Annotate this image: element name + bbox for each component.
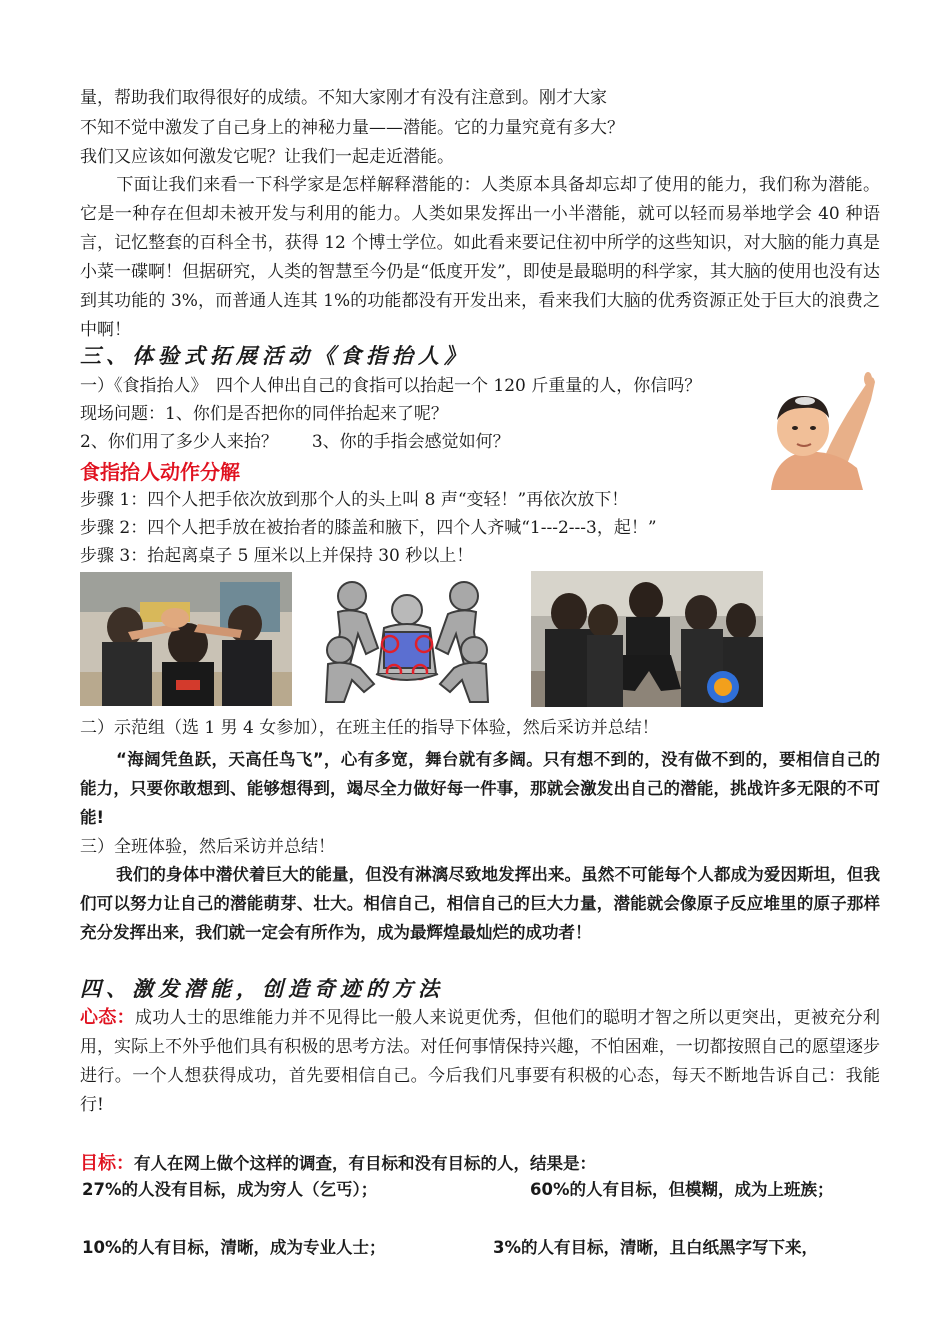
class-summary-text: 我们的身体中潜伏着巨大的能量，但没有淋漓尽致地发挥出来。虽然不可能每个人都成为爱因斯坦，但我们可以努力让自己的潜能萌芽、壮大。相信自己，相信自己的巨大力量，潜能就会像原子反应堆里的原子那样充分发挥出来，我们就一定会有所作为，成为最辉煌最灿烂的成功者！ [80,865,880,942]
science-paragraph [80,171,880,345]
goal-text: 有人在网上做个这样的调查，有目标和没有目标的人，结果是： [134,1154,596,1173]
section-3-heading: 三、体验式拓展活动《食指抬人》 [80,343,470,368]
demo-group-line: 二）示范组（选 1 男 4 女参加），在班主任的指导下体验，然后采访并总结！ [80,718,659,738]
intro-line-1: 量，帮助我们取得很好的成绩。不知大家刚才有没有注意到。刚才大家 [80,88,607,108]
activity-questions-2-3: 2、你们用了多少人来抬？ 3、你的手指会感觉如何？ [80,432,510,452]
mindset-text: 成功人士的思维能力并不见得比一般人来说更优秀，但他们的聪明才智之所以更突出，更被充分利用，实际上不外乎他们具有积极的思考方法。对任何事情保持兴趣，不怕困难，一切都按照自己的愿望逐步进行。一个人想获得成功，首先要相信自己。今后我们凡事要有积极的心态，每天不断地告诉自己：我能行! [80,1008,880,1115]
steps-subheading: 食指抬人动作分解 [80,460,240,484]
stat-clear-goal: 10%的人有目标，清晰，成为专业人士； [82,1238,386,1257]
class-summary [80,860,880,947]
activity-photo-hands-on-head [80,572,292,706]
stat-vague-goal: 60%的人有目标，但模糊，成为上班族； [530,1180,834,1199]
goal-line [80,1149,596,1179]
step-2: 步骤 2：四个人把手放在被抬者的膝盖和腋下，四个人齐喊“1---2---3，起！” [80,518,657,538]
intro-line-3: 我们又应该如何激发它呢？让我们一起走近潜能。 [80,147,454,167]
stat-no-goal: 27%的人没有目标，成为穷人（乞丐）； [82,1180,378,1199]
step-3: 步骤 3：抬起离桌子 5 厘米以上并保持 30 秒以上！ [80,546,474,566]
step-1: 步骤 1：四个人把手依次放到那个人的头上叫 8 声“变轻！”再依次放下！ [80,490,629,510]
activity-photo-lifting [531,571,763,707]
mindset-label: 心态： [80,1007,135,1028]
pointing-child-image [765,368,880,490]
activity-line-1: 一）《食指抬人》 四个人伸出自己的食指可以抬起一个 120 斤重量的人，你信吗？ [80,376,702,396]
demo-summary [80,745,880,832]
section-4-heading: 四、激发潜能，创造奇迹的方法 [80,976,444,1001]
mindset-paragraph [80,1003,880,1120]
activity-question-1: 现场问题：1、你们是否把你的同伴抬起来了呢？ [80,404,448,424]
science-paragraph-text: 下面让我们来看一下科学家是怎样解释潜能的：人类原本具备却忘却了使用的能力，我们称为潜能。它是一种存在但却未被开发与利用的能力。人类如果发挥出一小半潜能，就可以轻而易举地学会 40 种语言，记忆整套的百科全书，获得 12 个博士学位。如此看来要记住初中所学的这些知识，对大脑的能力真是小菜一碟啊！但据研究，人类的智慧至今仍是“低度开发”，即使是最聪明的科学家，其大脑的使用也没有达到其功能的 3%，而普通人连其 1%的功能都没有开发出来，看来我们大脑的优秀资源正处于巨大的浪费之中啊！ [80,175,880,340]
stat-written-goal: 3%的人有目标，清晰，且白纸黑字写下来， [493,1238,819,1257]
class-experience-line: 三）全班体验，然后采访并总结！ [80,837,335,857]
goal-label: 目标： [80,1153,134,1174]
lifting-diagram-illustration [318,576,496,706]
intro-line-2: 不知不觉中激发了自己身上的神秘力量——潜能。它的力量究竟有多大？ [80,118,624,138]
demo-summary-text: “海阔凭鱼跃，天高任鸟飞”，心有多宽，舞台就有多阔。只有想不到的，没有做不到的，要相信自己的能力，只要你敢想到、能够想得到，竭尽全力做好每一件事，那就会激发出自己的潜能，挑战许多无限的不可能! [80,750,880,827]
